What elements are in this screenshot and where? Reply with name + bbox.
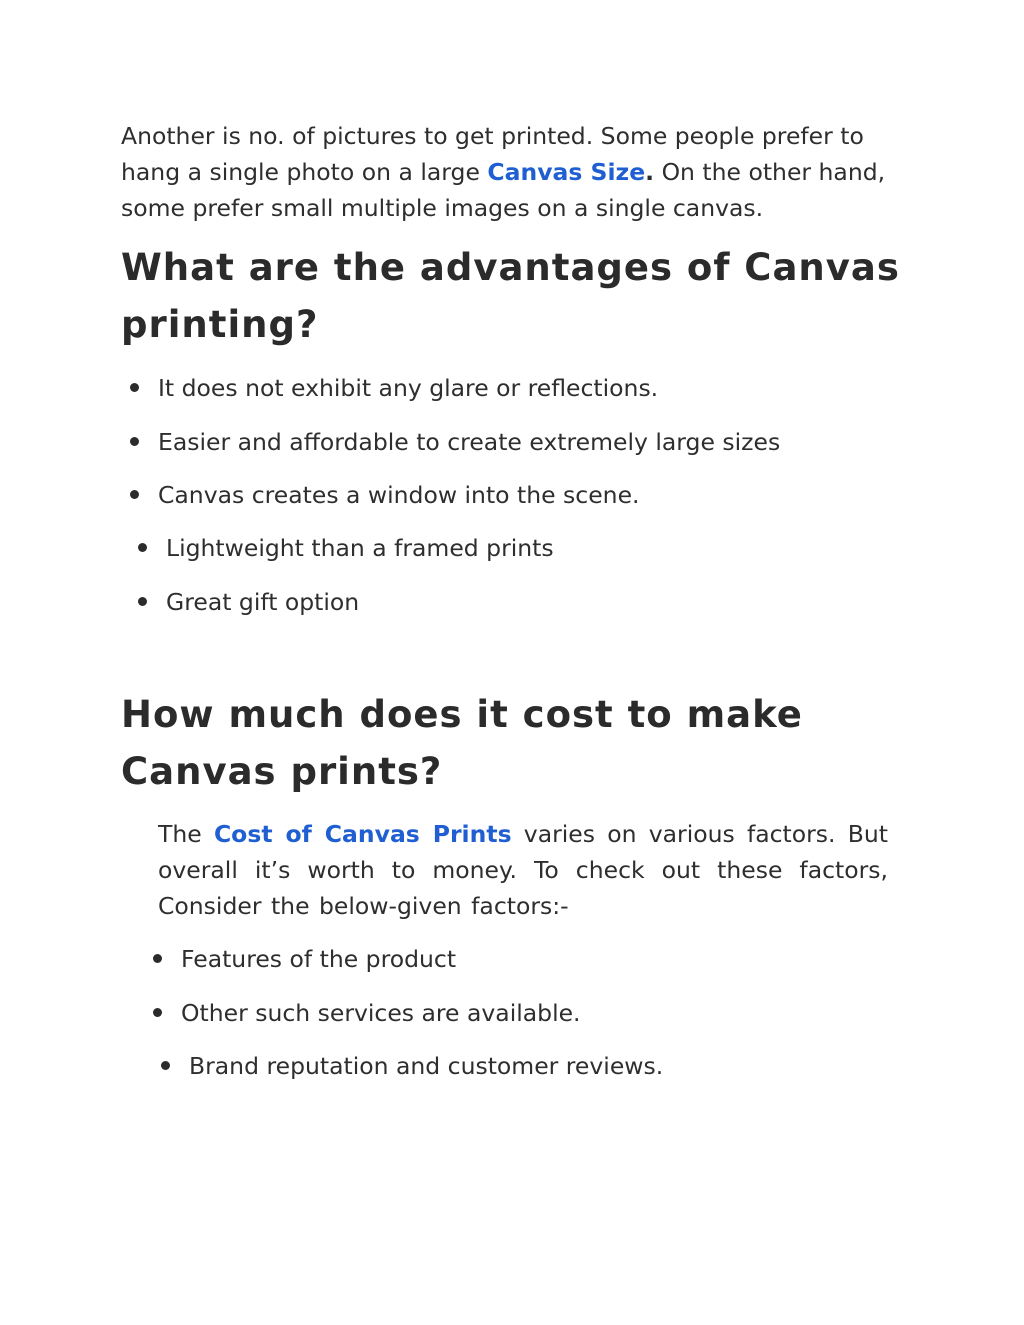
advantages-heading: What are the advantages of Canvas printing? [121,246,900,346]
list-item-text: Great gift option [166,587,360,616]
bullet-icon [138,597,147,606]
list-item-text: Features of the product [181,945,457,973]
list-item-text: Canvas creates a window into the scene. [158,481,640,509]
bullet-icon [130,383,139,392]
bullet-icon [130,437,139,446]
bullet-icon [161,1061,170,1070]
intro-paragraph [121,118,901,226]
intro-text-end: On the other hand, some prefer small multiple images on a single canvas. [121,158,886,222]
list-item-text: Other such services are available. [181,998,581,1027]
bullet-icon [138,543,147,552]
list-item-text: Lightweight than a framed prints [166,534,554,562]
intro-bold-period: . [645,158,655,186]
bullet-icon [130,490,139,499]
cost-heading: How much does it cost to make Canvas prints? [121,693,803,793]
bullet-icon [153,1008,162,1017]
list-item-text: Brand reputation and customer reviews. [189,1052,664,1080]
cost-of-canvas-prints-link[interactable]: Cost of Canvas Prints [213,820,512,848]
cost-paragraph [158,816,888,924]
list-item-text: Easier and affordable to create extremely large sizes [158,427,781,456]
cost-text-start: The [158,820,214,848]
intro-text-start: Another is no. of pictures to get printed. Some people prefer to hang a single photo on a large [121,122,864,186]
canvas-size-link[interactable]: Canvas Size [487,158,646,186]
list-item-text: It does not exhibit any glare or reflections. [158,374,659,402]
cost-text-end: varies on various factors. But overall it’s worth to money. To check out these factors, Consider the below-given factors:- [158,820,888,920]
bullet-icon [153,954,162,963]
